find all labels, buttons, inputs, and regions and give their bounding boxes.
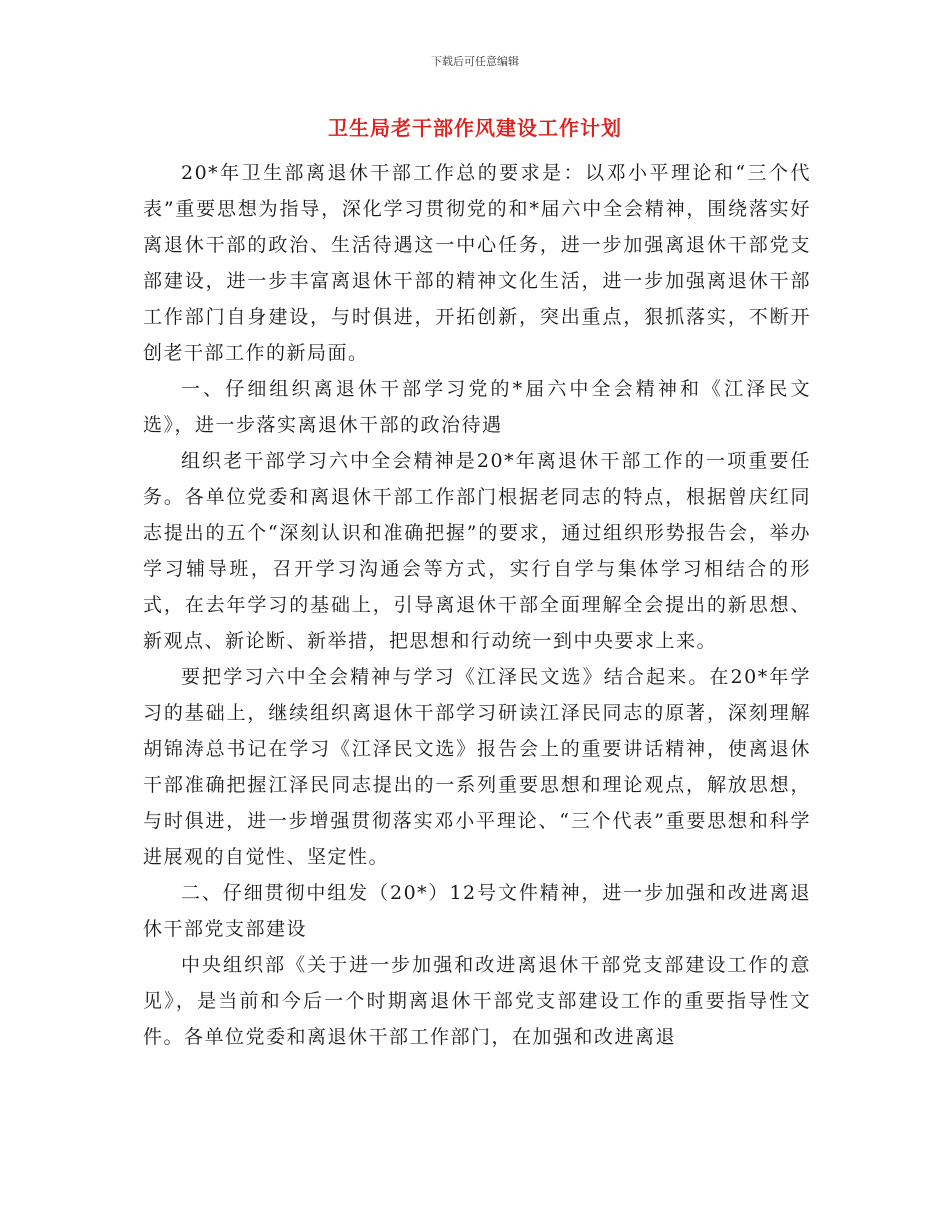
section-heading-2: 二、仔细贯彻中组发（20*）12号文件精神，进一步加强和改进离退休干部党支部建设 xyxy=(143,882,811,940)
document-body xyxy=(143,155,811,1055)
paragraph-section-1a: 组织老干部学习六中全会精神是20*年离退休干部工作的一项重要任务。各单位党委和离退休干部工作部门根据老同志的特点，根据曾庆红同志提出的五个“深刻认识和准确把握”的要求，通过组织形势报告会，举办学习辅导班，召开学习沟通会等方式，实行自学与集体学习相结合的形式，在去年学习的基础上，引导离退休干部全面理解全会提出的新思想、新观点、新论断、新举措，把思想和行动统一到中央要求上来。 xyxy=(143,450,811,652)
paragraph-intro: 20*年卫生部离退休干部工作总的要求是：以邓小平理论和“三个代表”重要思想为指导，深化学习贯彻党的和*届六中全会精神，围绕落实好离退休干部的政治、生活待遇这一中心任务，进一步加强离退休干部党支部建设，进一步丰富离退休干部的精神文化生活，进一步加强离退休干部工作部门自身建设，与时俱进，开拓创新，突出重点，狠抓落实，不断开创老干部工作的新局面。 xyxy=(143,162,811,364)
document-title: 卫生局老干部作风建设工作计划 xyxy=(328,116,622,140)
paragraph-section-1b: 要把学习六中全会精神与学习《江泽民文选》结合起来。在20*年学习的基础上，继续组织离退休干部学习研读江泽民同志的原著，深刻理解胡锦涛总书记在学习《江泽民文选》报告会上的重要讲话精神，使离退休干部准确把握江泽民同志提出的一系列重要思想和理论观点，解放思想，与时俱进，进一步增强贯彻落实邓小平理论、“三个代表”重要思想和科学进展观的自觉性、坚定性。 xyxy=(143,666,811,868)
section-heading-1: 一、仔细组织离退休干部学习党的*届六中全会精神和《江泽民文选》，进一步落实离退休干部的政治待遇 xyxy=(143,378,811,436)
paragraph-section-2a: 中央组织部《关于进一步加强和改进离退休干部党支部建设工作的意见》，是当前和今后一个时期离退休干部党支部建设工作的重要指导性文件。各单位党委和离退休干部工作部门，在加强和改进离退 xyxy=(143,954,811,1048)
header-note: 下载后可任意编辑 xyxy=(431,55,519,68)
